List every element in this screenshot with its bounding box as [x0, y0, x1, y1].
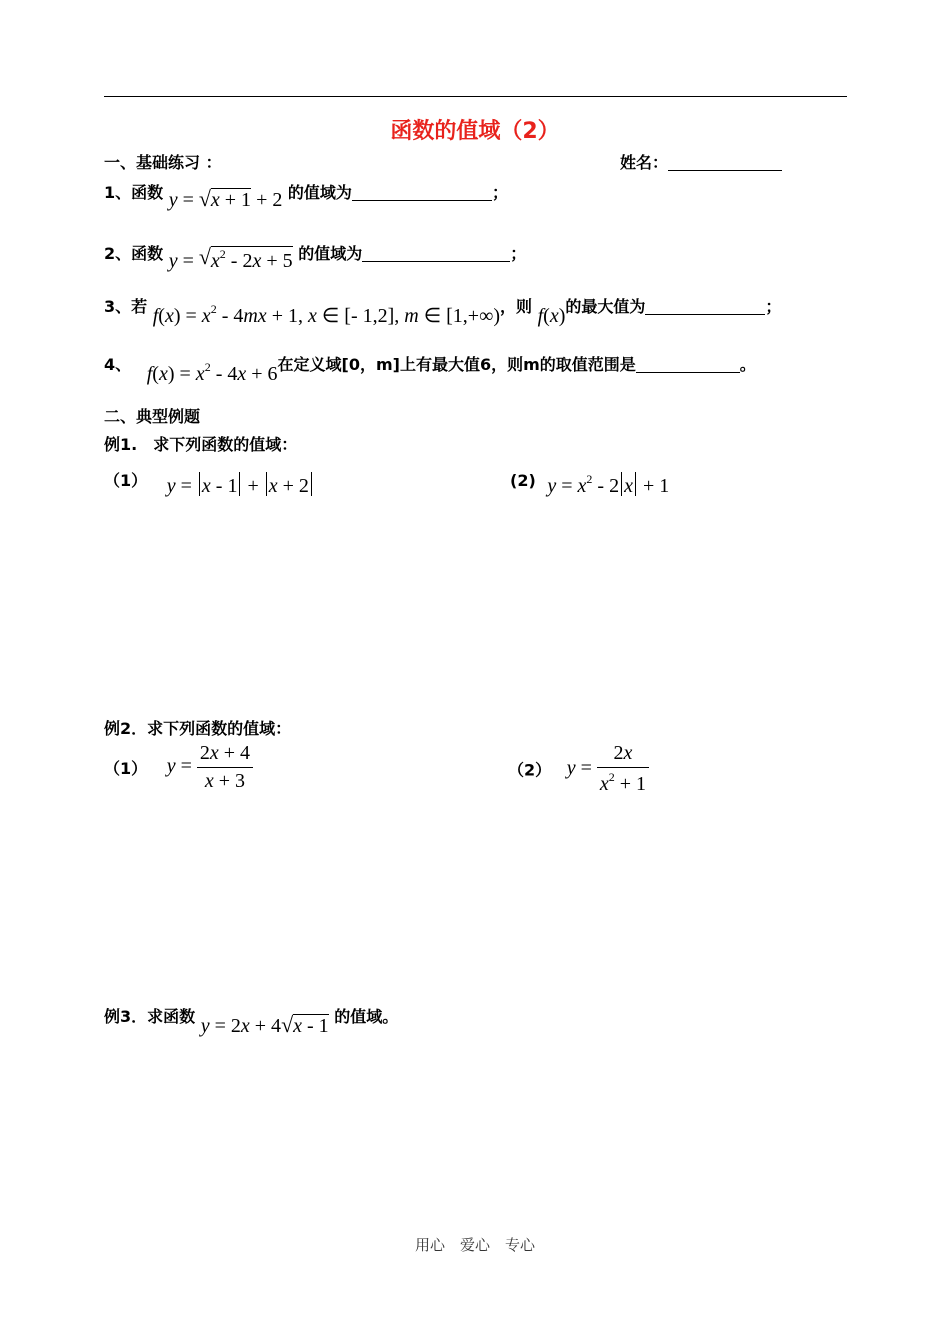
ex3-tail: 的值域。: [334, 1007, 399, 1026]
ex1-part1: [104, 466, 314, 497]
section-basic-practice: 一、基础练习 ：: [104, 153, 222, 172]
ex3-formula: y = 2x + 4 √ x - 1: [200, 1012, 329, 1037]
page-title: 函数的值域（2）: [390, 119, 560, 144]
q1-label: 1、函数: [104, 183, 164, 202]
ex2-part1-formula: y = $\frac{2x + 4}{x + 3}$: [167, 755, 253, 777]
header-rule: [104, 96, 847, 97]
example-1-prompt: 例1. 求下列函数的值域：: [104, 435, 298, 454]
ex2-part2-formula: y = $\frac{2x}{x^2 + 1}$: [567, 757, 649, 779]
ex1-part1-formula: y = x - 1 + x + 2: [167, 475, 314, 497]
q1-tail: 的值域为: [287, 183, 352, 202]
q1-blank: [352, 184, 492, 201]
q4-blank: [636, 356, 740, 373]
q4-formula: $f(x) = x^2 - 4x + 6$: [146, 360, 278, 385]
q3-fx: f(x): [537, 305, 566, 327]
example-3: [104, 1004, 399, 1037]
q3-formula: $f(x) = x^2 - 4mx + 1$, x ∈ [- 1,2], m ∈ [1,+∞): [152, 302, 500, 327]
ex2-part2-label: （2）: [508, 760, 552, 780]
q2-end: ；: [510, 244, 527, 263]
q3-label: 3、若: [104, 297, 148, 316]
name-label: 姓名：: [620, 153, 669, 172]
q4-end: 。: [739, 355, 756, 374]
q1-formula: y = √ x + 1 + 2: [168, 186, 283, 211]
question-3: [104, 292, 782, 327]
name-field: [620, 150, 782, 173]
q2-tail: 的值域为: [298, 244, 363, 263]
page-footer: 用心 爱心 专心: [414, 1236, 535, 1254]
name-blank: [668, 154, 782, 171]
q4-label: 4、: [104, 355, 132, 374]
ex1-part2: [510, 466, 670, 497]
q2-formula: y = √ $x^2 - 2x + 5$: [168, 244, 293, 272]
q1-end: ；: [491, 183, 508, 202]
q3-tail: 的最大值为: [565, 297, 646, 316]
ex1-part2-formula: $y = x^2 - 2$ x + 1: [547, 472, 670, 497]
section-typical-examples: 二、典型例题: [104, 407, 201, 426]
ex2-part1-label: （1）: [104, 759, 148, 778]
ex2-part2: [508, 742, 649, 796]
q3-end: ；: [765, 297, 782, 316]
q3-blank: [645, 298, 765, 315]
ex1-part1-label: （1）: [104, 471, 148, 490]
q2-blank: [362, 245, 510, 262]
q3-mid: ，则: [500, 297, 533, 316]
q4-tail: 在定义域[0，m]上有最大值6，则m的取值范围是: [277, 355, 636, 374]
ex2-part1: [104, 742, 253, 793]
question-2: [104, 238, 527, 272]
example-2-prompt: 例2．求下列函数的值域：: [104, 719, 292, 738]
question-1: [104, 180, 508, 211]
ex3-label: 例3．求函数: [104, 1007, 196, 1026]
ex1-part2-label: (2): [510, 471, 536, 490]
question-4: [104, 350, 756, 385]
q2-label: 2、函数: [104, 244, 164, 263]
